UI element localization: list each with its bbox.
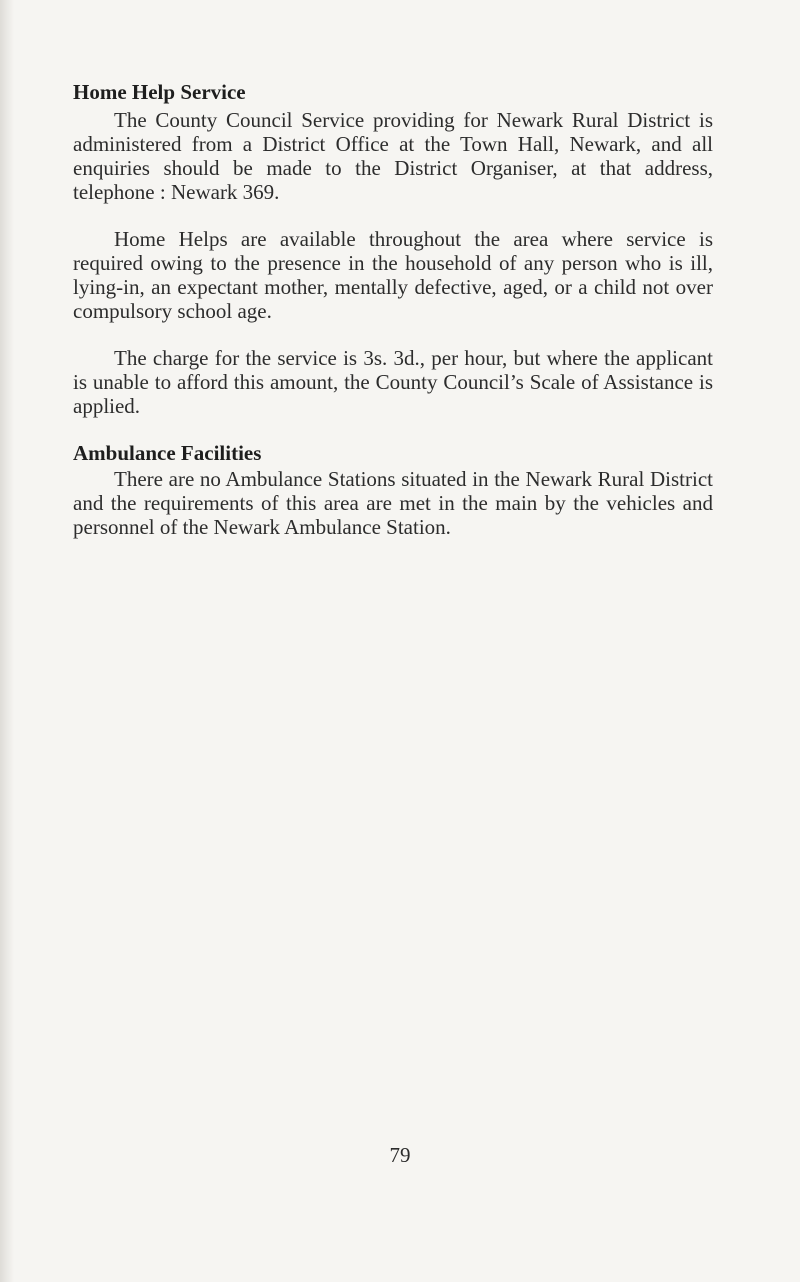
paragraph: The County Council Service providing for Newark Rural District is administered from a District Office at the Town Hall, Newark, and all enquiries should be made to the District Organiser, at that address, telephone : Newark 369. [73, 108, 713, 204]
section-heading: Home Help Service [73, 80, 246, 104]
page-number: 79 [389, 1143, 411, 1167]
section-home-help-service [73, 78, 713, 418]
paragraph: Home Helps are available throughout the area where service is required owing to the presence in the household of any person who is ill, lying-in, an expectant mother, mentally defective, aged, or a child not over compulsory school age. [73, 227, 713, 323]
section-heading: Ambulance Facilities [73, 441, 262, 465]
page-edge-shadow [0, 0, 14, 1282]
paragraph: The charge for the service is 3s. 3d., per hour, but where the applicant is unable to afford this amount, the County Council’s Scale of Assistance is applied. [73, 346, 713, 418]
section-ambulance-facilities [73, 439, 713, 539]
paragraph: There are no Ambulance Stations situated in the Newark Rural District and the requirements of this area are met in the main by the vehicles and personnel of the Newark Ambulance Station. [73, 467, 713, 539]
page-content [73, 78, 713, 539]
